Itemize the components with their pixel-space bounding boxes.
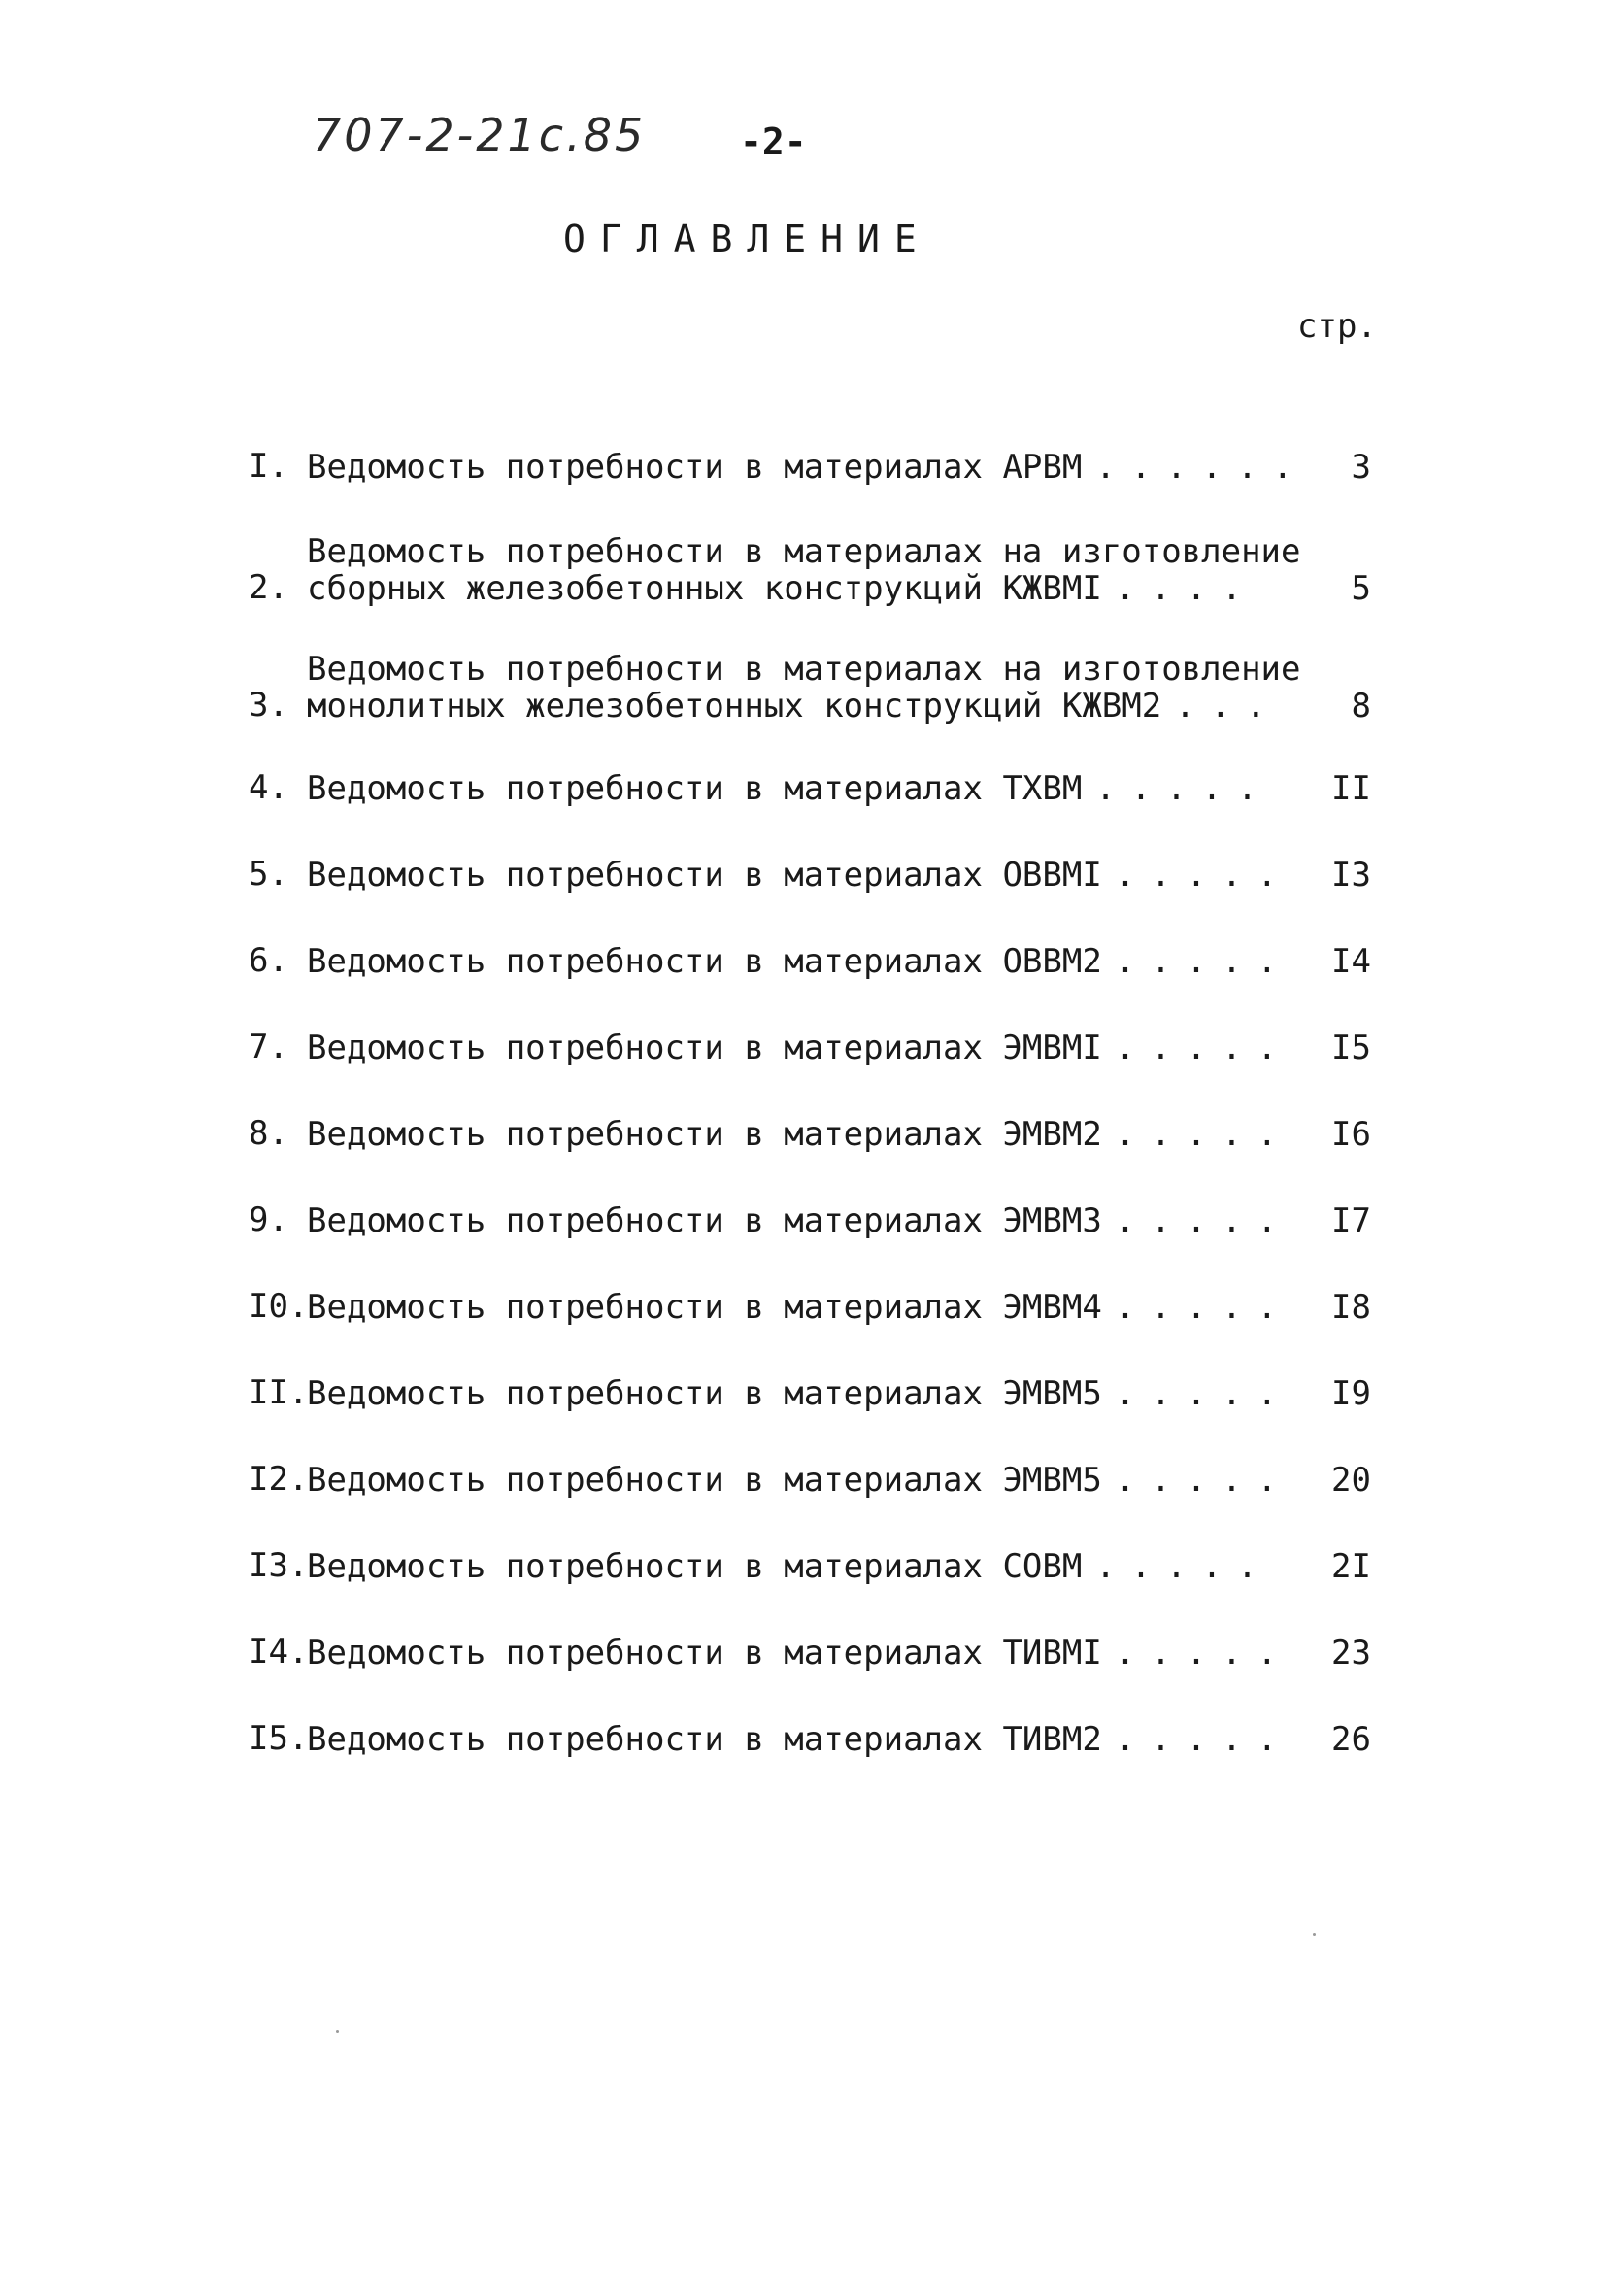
document-code: 707-2-21с.85: [313, 109, 647, 161]
toc-leader-dots: .....: [1115, 1201, 1293, 1240]
toc-item[interactable]: [249, 1719, 1371, 1758]
toc-item-line: [307, 1721, 1371, 1758]
toc-item-text: сборных железобетонных конструкций КЖВМI: [307, 569, 1102, 608]
toc-item[interactable]: [249, 651, 1371, 725]
toc-leader-dots: .....: [1115, 942, 1293, 981]
toc-item-number: 2.: [249, 568, 288, 607]
toc-item-text: Ведомость потребности в материалах ЭМВМ5: [307, 1461, 1102, 1500]
toc-item-line: [307, 1030, 1371, 1066]
toc-item-body: [307, 1030, 1371, 1066]
page-column-label: стр.: [1297, 307, 1377, 346]
toc-item-line: [307, 533, 1371, 570]
toc-item-page: 5: [1351, 569, 1371, 608]
toc-item-text: Ведомость потребности в материалах ЭМВМ3: [307, 1201, 1102, 1240]
toc-item-line: [307, 1462, 1371, 1499]
toc-leader-dots: .....: [1115, 1288, 1293, 1327]
toc-leader-dots: ....: [1115, 569, 1257, 608]
toc-item-number: 5.: [249, 855, 288, 894]
toc-item-body: [307, 943, 1371, 980]
toc-item-text: Ведомость потребности в материалах ЭМВМ2: [307, 1115, 1102, 1154]
toc-item-text: Ведомость потребности в материалах ОВВМ2: [307, 942, 1102, 981]
toc-item-body: [307, 1116, 1371, 1153]
toc-item-number: I.: [249, 447, 288, 486]
toc-item-page: I8: [1331, 1288, 1371, 1327]
toc-title: ОГЛАВЛЕНИЕ: [563, 218, 931, 260]
toc-item-text: Ведомость потребности в материалах ТИВМ2: [307, 1720, 1102, 1759]
toc-item-page: 8: [1351, 687, 1371, 726]
toc-item-page: I3: [1331, 856, 1371, 895]
toc-leader-dots: .....: [1095, 1547, 1273, 1586]
toc-item-body: [307, 1721, 1371, 1758]
toc-item-page: I6: [1331, 1115, 1371, 1154]
toc-item[interactable]: [249, 1287, 1371, 1326]
toc-item-page: 3: [1351, 448, 1371, 487]
toc-item-number: I5.: [249, 1719, 309, 1758]
toc-item-number: 8.: [249, 1114, 288, 1153]
toc-item-text: Ведомость потребности в материалах ТХВМ: [307, 769, 1083, 808]
scan-speck: [1313, 1933, 1316, 1936]
toc-item[interactable]: [249, 1460, 1371, 1499]
page-number: -2-: [740, 120, 807, 163]
toc-item-text: Ведомость потребности в материалах ЭМВМ5: [307, 1374, 1102, 1413]
toc-item-body: [307, 1462, 1371, 1499]
toc-leader-dots: .....: [1115, 1461, 1293, 1500]
toc-item-number: 6.: [249, 941, 288, 980]
toc-item-number: 7.: [249, 1028, 288, 1066]
toc-item-body: [307, 1635, 1371, 1671]
toc-item-line: [307, 1116, 1371, 1153]
toc-item-body: [307, 1548, 1371, 1585]
toc-item[interactable]: [249, 533, 1371, 607]
toc-item-body: [307, 533, 1371, 607]
toc-item-text: Ведомость потребности в материалах ЭМВМI: [307, 1029, 1102, 1067]
toc-item-line: [307, 857, 1371, 894]
toc-item[interactable]: [249, 1633, 1371, 1671]
toc-item-text: Ведомость потребности в материалах АРВМ: [307, 448, 1083, 487]
toc-item[interactable]: [249, 1114, 1371, 1153]
toc-item-line: [307, 449, 1371, 486]
toc-item-line: [307, 651, 1371, 688]
toc-item-page: 26: [1331, 1720, 1371, 1759]
toc-item-number: I4.: [249, 1633, 309, 1671]
toc-item-line: [307, 1375, 1371, 1412]
toc-item[interactable]: [249, 941, 1371, 980]
toc-leader-dots: .....: [1115, 1634, 1293, 1672]
toc-item-text: Ведомость потребности в материалах на изготовление: [307, 650, 1301, 689]
toc-item-body: [307, 449, 1371, 486]
toc-item-page: I4: [1331, 942, 1371, 981]
toc-item[interactable]: [249, 1546, 1371, 1585]
toc-item-number: II.: [249, 1373, 309, 1412]
toc-item-page: I7: [1331, 1201, 1371, 1240]
toc-item-body: [307, 1375, 1371, 1412]
toc-item-body: [307, 1289, 1371, 1326]
toc-item-line: [307, 1548, 1371, 1585]
toc-item-text: Ведомость потребности в материалах на изготовление: [307, 532, 1301, 571]
toc-item-page: 23: [1331, 1634, 1371, 1672]
toc-leader-dots: .....: [1115, 1720, 1293, 1759]
toc-item[interactable]: [249, 447, 1371, 486]
toc-leader-dots: .....: [1115, 1374, 1293, 1413]
toc-item-number: 4.: [249, 768, 288, 807]
toc-item-line: [307, 1635, 1371, 1671]
toc-leader-dots: ...: [1175, 687, 1282, 726]
toc-item[interactable]: [249, 1028, 1371, 1066]
toc-item-number: I2.: [249, 1460, 309, 1499]
toc-item-number: I3.: [249, 1546, 309, 1585]
toc-item-line: [307, 1289, 1371, 1326]
toc-item-body: [307, 770, 1371, 807]
toc-leader-dots: .....: [1095, 769, 1273, 808]
toc-item[interactable]: [249, 1200, 1371, 1239]
toc-item-line: [307, 1202, 1371, 1239]
toc-list: [249, 447, 1371, 1806]
toc-item[interactable]: [249, 1373, 1371, 1412]
toc-item-number: 3.: [249, 686, 288, 725]
toc-item-line: [307, 770, 1371, 807]
toc-item-body: [307, 857, 1371, 894]
toc-item-page: 2I: [1331, 1547, 1371, 1586]
toc-item-page: I9: [1331, 1374, 1371, 1413]
toc-item-text: Ведомость потребности в материалах ТИВМI: [307, 1634, 1102, 1672]
toc-item-page: 20: [1331, 1461, 1371, 1500]
toc-item-line: [307, 688, 1371, 725]
toc-leader-dots: ......: [1095, 448, 1309, 487]
toc-item-body: [307, 651, 1371, 725]
toc-item-text: монолитных железобетонных конструкций КЖВМ2: [307, 687, 1162, 726]
scan-speck: [336, 2030, 339, 2033]
toc-item-body: [307, 1202, 1371, 1239]
toc-item-text: Ведомость потребности в материалах ЭМВМ4: [307, 1288, 1102, 1327]
toc-item-number: I0.: [249, 1287, 309, 1326]
toc-leader-dots: .....: [1115, 1115, 1293, 1154]
toc-item-line: [307, 943, 1371, 980]
toc-leader-dots: .....: [1115, 1029, 1293, 1067]
toc-item[interactable]: [249, 855, 1371, 894]
toc-item-page: II: [1331, 769, 1371, 808]
toc-item-line: [307, 570, 1371, 607]
toc-item-text: Ведомость потребности в материалах ОВВМI: [307, 856, 1102, 895]
toc-item-text: Ведомость потребности в материалах СОВМ: [307, 1547, 1083, 1586]
toc-leader-dots: .....: [1115, 856, 1293, 895]
toc-item[interactable]: [249, 768, 1371, 807]
toc-item-number: 9.: [249, 1200, 288, 1239]
toc-item-page: I5: [1331, 1029, 1371, 1067]
